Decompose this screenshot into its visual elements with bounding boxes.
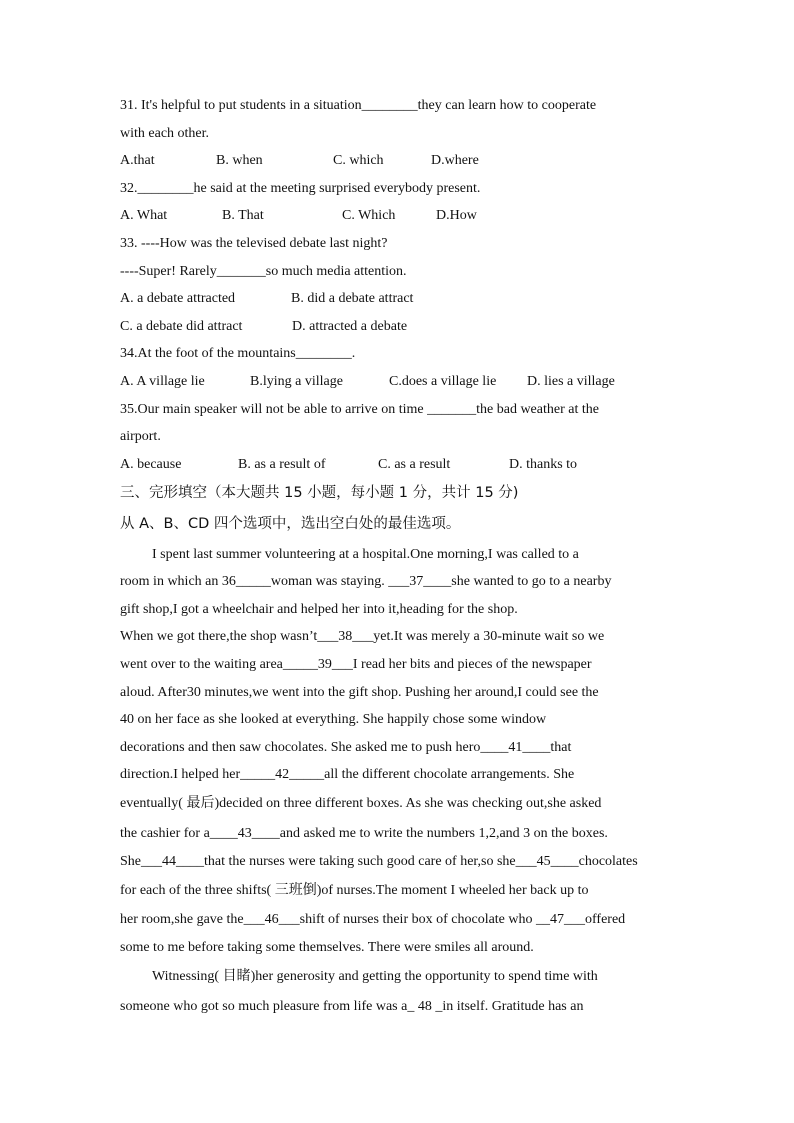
q35-stem-line1: 35.Our main speaker will not be able to arrive on time _______the bad weather at the — [120, 402, 599, 417]
q33-option-d: D. attracted a debate — [292, 319, 408, 334]
q33-stem-line1: 33. ----How was the televised debate last night? — [120, 236, 388, 251]
q33-stem-line2: ----Super! Rarely_______so much media attention. — [120, 264, 407, 279]
q34-stem: 34.At the foot of the mountains________. — [120, 346, 356, 361]
passage-line: for each of the three shifts( 三班倒)of nurses.The moment I wheeled her back up to — [120, 883, 589, 898]
passage-line: When we got there,the shop wasn’t___38___yet.It was merely a 30-minute wait so we — [120, 629, 605, 644]
q33-option-b: B. did a debate attract — [291, 291, 414, 306]
passage-line: her room,she gave the___46___shift of nurses their box of chocolate who __47___offered — [120, 912, 626, 927]
passage-line: decorations and then saw chocolates. She asked me to push hero____41____that — [120, 740, 572, 755]
passage-line: went over to the waiting area_____39___I read her bits and pieces of the newspaper — [120, 657, 592, 672]
q35-option-c: C. as a result — [378, 457, 451, 472]
passage-line: 40 on her face as she looked at everything. She happily chose some window — [120, 712, 547, 727]
q31-stem-line2: with each other. — [120, 126, 210, 141]
q33-option-c: C. a debate did attract — [120, 319, 243, 334]
passage-line: room in which an 36_____woman was staying. ___37____she wanted to go to a nearby — [120, 574, 612, 589]
q32-option-c: C. Which — [342, 208, 396, 223]
passage-line: someone who got so much pleasure from life was a_ 48 _in itself. Gratitude has an — [120, 999, 584, 1014]
q31-stem-line1: 31. It's helpful to put students in a situation________they can learn how to cooperate — [120, 98, 597, 113]
q33-option-a: A. a debate attracted — [120, 291, 236, 306]
passage-line: gift shop,I got a wheelchair and helped her into it,heading for the shop. — [120, 602, 518, 617]
q32-option-d: D.How — [436, 208, 477, 223]
q35-option-b: B. as a result of — [238, 457, 326, 472]
q34-option-a: A. A village lie — [120, 374, 205, 389]
passage-line: I spent last summer volunteering at a hospital.One morning,I was called to a — [152, 547, 579, 562]
q34-option-d: D. lies a village — [527, 374, 615, 389]
q34-option-c: C.does a village lie — [389, 374, 497, 389]
passage-line: some to me before taking some themselves. There were smiles all around. — [120, 940, 534, 955]
q31-option-c: C. which — [333, 153, 384, 168]
section-heading: 三、完形填空（本大题共 15 小题，每小题 1 分，共计 15 分) — [120, 485, 519, 501]
q35-option-d: D. thanks to — [509, 457, 578, 472]
q35-stem-line2: airport. — [120, 429, 161, 444]
q32-option-b: B. That — [222, 208, 264, 223]
passage-line: direction.I helped her_____42_____all the different chocolate arrangements. She — [120, 767, 575, 782]
passage-line: She___44____that the nurses were taking such good care of her,so she___45____chocolates — [120, 854, 638, 869]
q34-option-b: B.lying a village — [250, 374, 343, 389]
q31-option-d: D.where — [431, 153, 479, 168]
passage-line: aloud. After30 minutes,we went into the gift shop. Pushing her around,I could see the — [120, 685, 599, 700]
q32-stem: 32.________he said at the meeting surprised everybody present. — [120, 181, 481, 196]
passage-line: eventually( 最后)decided on three different boxes. As she was checking out,she asked — [120, 796, 602, 811]
passage-line: the cashier for a____43____and asked me to write the numbers 1,2,and 3 on the boxes. — [120, 826, 608, 841]
q31-option-b: B. when — [216, 153, 263, 168]
section-instruction: 从 A、B、CD 四个选项中，选出空白处的最佳选项。 — [120, 516, 461, 532]
q31-option-a: A.that — [120, 153, 155, 168]
q35-option-a: A. because — [120, 457, 182, 472]
passage-line: Witnessing( 目睹)her generosity and getting the opportunity to spend time with — [152, 969, 598, 984]
q32-option-a: A. What — [120, 208, 168, 223]
